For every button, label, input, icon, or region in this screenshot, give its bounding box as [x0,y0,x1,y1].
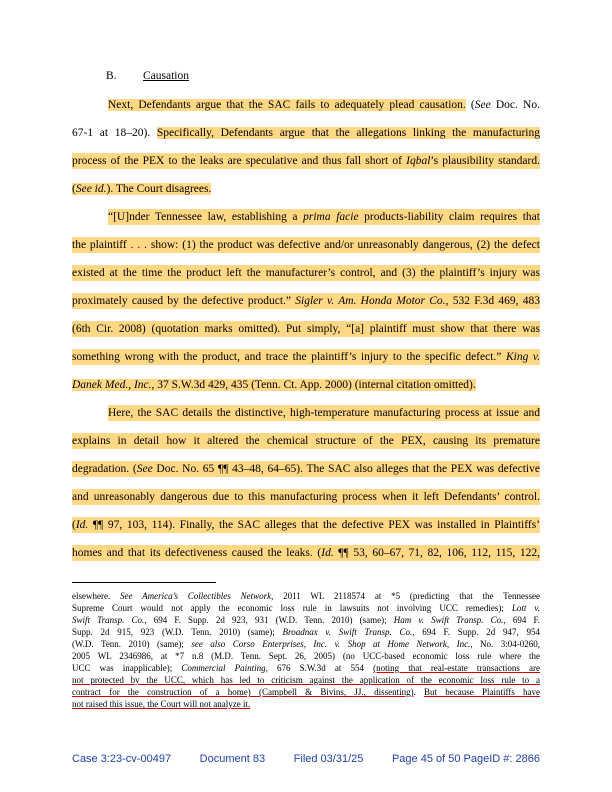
paragraph-1-line-4: (See id.). The Court disagrees. [72,183,212,195]
paragraph-3-line-2: explains in detail how it altered the chemical structure of the PEX, causing its premature [72,435,540,447]
paragraph-3-line-6: homes and that its defectiveness caused the leaks. (Id. ¶¶ 53, 60–67, 71, 82, 106, 112, 115, 122, [72,547,540,559]
paragraph-2-line-1: “[U]nder Tennessee law, establishing a prima facie products-liability claim requires that [108,211,540,223]
paragraph-2-line-2: the plaintiff . . . show: (1) the product was defective and/or unreasonably dangerous, (2) the defect [72,239,540,251]
filed-date: Filed 03/31/25 [293,753,364,765]
underlined-text: not protected by the UCC, which has led to criticism against the application of the economic loss rule to a [72,675,540,685]
highlighted-text: Specifically, Defendants argue that the allegations linking the manufacturing [156,127,540,139]
section-title: Causation [143,70,189,82]
footnote-line-8 [72,675,540,686]
paragraph-3-line-3: degradation. (See Doc. No. 65 ¶¶ 43–48, 64–65). The SAC also alleges that the PEX was defective [72,463,540,475]
document-number: Document 83 [199,753,266,765]
footnote-line-7: UCC was inapplicable); Commercial Painting, 676 S.W.3d at 554 (noting that real-estate transactions are [72,663,540,673]
page-info: Page 45 of 50 PageID #: 2866 [391,753,540,765]
footnote-line-6: 2005 WL 2346986, at *7 n.8 (M.D. Tenn. Sept. 26, 2005) (no UCC-based economic loss rule where the [72,651,540,661]
paragraph-1-line-2: 67-1 at 18–20). Specifically, Defendants argue that the allegations linking the manufacturing [72,127,540,139]
footnote-line-5: (W.D. Tenn. 2010) (same); see also Corso Enterprises, Inc. v. Shop at Home Network, Inc., No. 3:04-0260, [72,639,540,649]
footnote-divider [72,582,216,583]
paragraph-3-line-5: (Id. ¶¶ 97, 103, 114). Finally, the SAC alleges that the defective PEX was installed in Plaintiffs’ [72,519,540,531]
footnote-line-3: Swift Transp. Co., 694 F. Supp. 2d 923, 931 (W.D. Tenn. 2010) (same); Ham v. Swift Transp. Co., 694 F. [72,615,540,625]
footnote-line-9: contract for the construction of a home) (Campbell & Bivins, JJ., dissenting). But because Plaintiffs have [72,687,541,697]
paragraph-1-line-1: Next, Defendants argue that the SAC fails to adequately plead causation. (See Doc. No. [108,99,540,111]
paragraph-1-line-3: process of the PEX to the leaks are speculative and thus fall short of Iqbal’s plausibility standard. [72,155,540,167]
paragraph-2-line-4: proximately caused by the defective product.” Sigler v. Am. Honda Motor Co., 532 F.3d 469, 483 [72,295,540,307]
paragraph-3-line-4: and unreasonably dangerous due to this manufacturing process when it left Defendants’ control. [72,491,540,503]
case-footer [72,753,540,765]
underlined-text: contract for the construction of a home) (Campbell & Bivins, JJ., dissenting) [72,687,414,697]
underlined-text: not raised this issue, the Court will not analyze it. [72,699,251,709]
paragraph-2-line-7: Danek Med., Inc., 37 S.W.3d 429, 435 (Tenn. Ct. App. 2000) (internal citation omitted). [72,379,476,391]
paragraph-2-line-6: something wrong with the product, and trace the plaintiff’s injury to the specific defect.” King v. [72,351,540,363]
section-heading [106,70,189,82]
case-number: Case 3:23-cv-00497 [72,753,172,765]
section-number: B. [106,70,117,82]
underlined-text: But because Plaintiffs have [424,687,541,697]
underlined-text: (noting that real-estate transactions are [373,663,540,673]
footnote-line-10 [72,699,540,710]
highlighted-text: Next, Defendants argue that the SAC fails to adequately plead causation. [108,99,466,111]
paragraph-2-line-5: (6th Cir. 2008) (quotation marks omitted). Put simply, “[a] plaintiff must show that there was [72,323,540,335]
footnote-line-2: Supreme Court would not apply the economic loss rule in lawsuits not involving UCC remedies); Lott v. [72,603,540,613]
paragraph-3-line-1: Here, the SAC details the distinctive, high-temperature manufacturing process at issue and [108,407,540,419]
paragraph-2-line-3: existed at the time the product left the manufacturer’s control, and (3) the plaintiff’s injury was [72,267,540,279]
footnote-line-1: elsewhere. See America’s Collectibles Network, 2011 WL 2118574 at *5 (predicting that the Tennessee [72,591,540,601]
footnote-line-4: Supp. 2d 915, 923 (W.D. Tenn. 2010) (same); Broadnax v. Swift Transp. Co., 694 F. Supp. 2d 947, 954 [72,627,540,637]
